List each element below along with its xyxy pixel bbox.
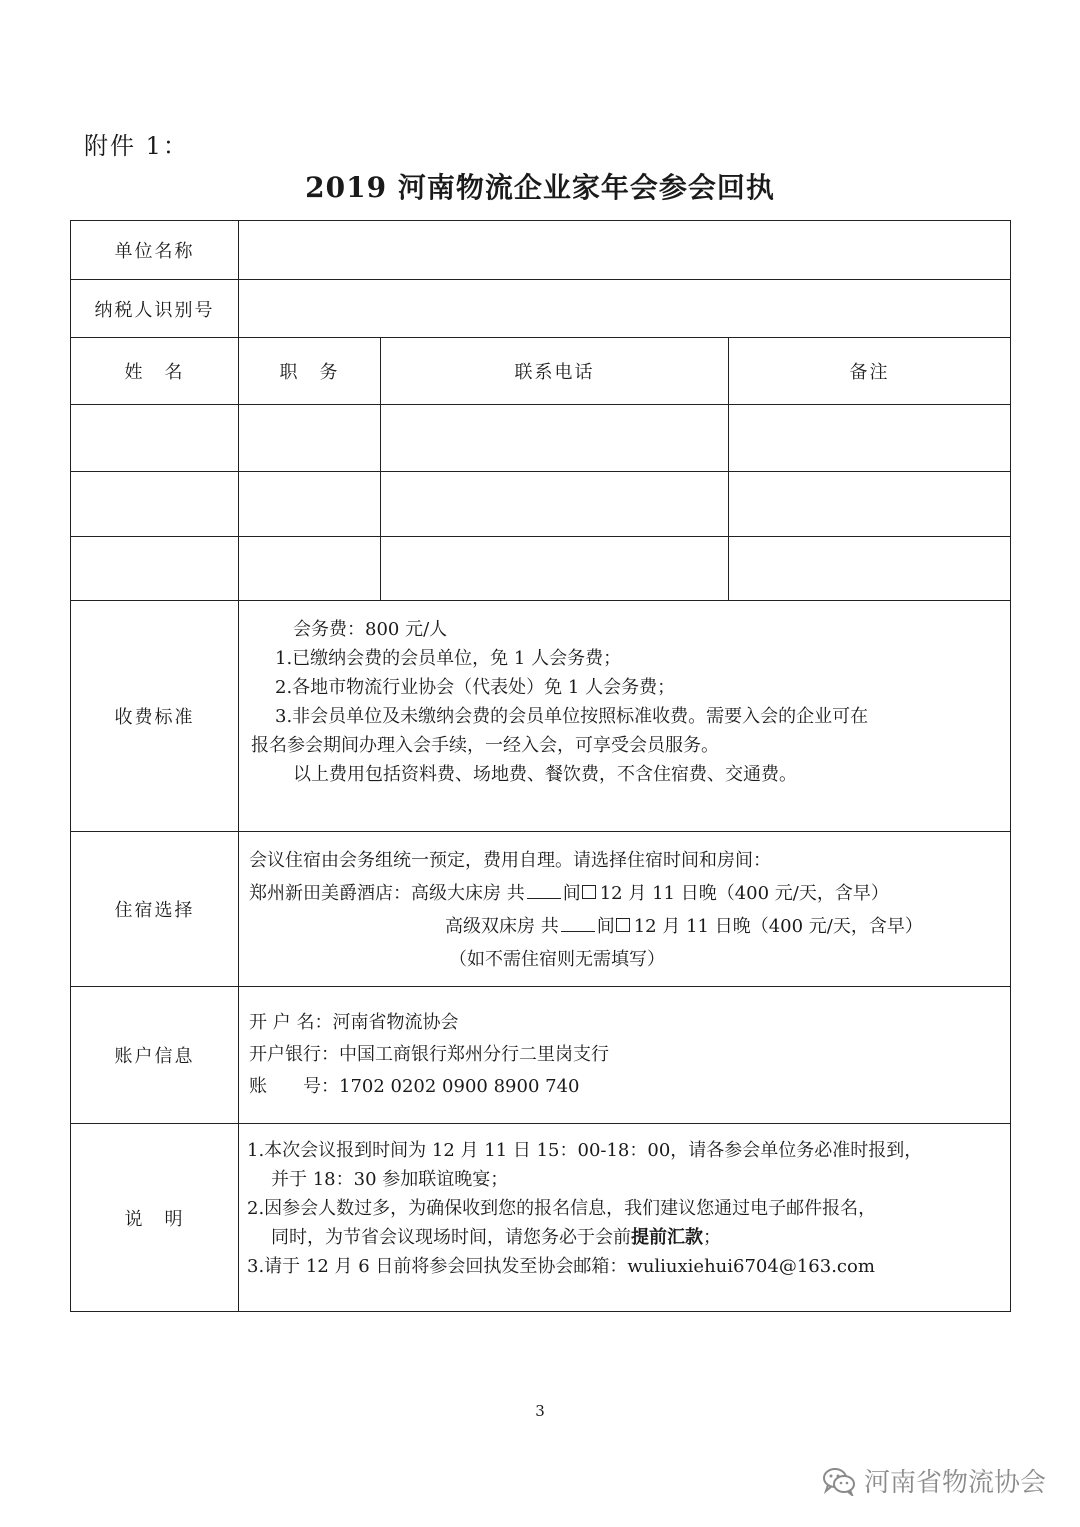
- checkbox[interactable]: [616, 918, 630, 932]
- notes-content: [239, 1124, 1011, 1312]
- column-header-phone: 联系电话: [381, 338, 729, 405]
- lodging-intro: 会议住宿由会务组统一预定，费用自理。请选择住宿时间和房间：: [249, 850, 771, 871]
- checkbox[interactable]: [582, 885, 596, 899]
- unit-name-row: [71, 221, 1011, 280]
- lodging-label: 住宿选择: [71, 832, 239, 987]
- note-line: 3.请于 12 月 6 日前将参会回执发至协会邮箱：wuliuxiehui6704@163.com: [247, 1256, 875, 1277]
- wechat-watermark: [822, 1462, 1046, 1499]
- fee-line: 1.已缴纳会费的会员单位，免 1 人会务费；: [275, 648, 622, 669]
- account-number: 1702 0202 0900 8900 740: [339, 1076, 580, 1097]
- taxpayer-id-row: [71, 280, 1011, 338]
- unit-name-field[interactable]: [239, 221, 1011, 280]
- attendee-phone-cell[interactable]: [381, 405, 729, 472]
- fee-label: 收费标准: [71, 601, 239, 832]
- attendee-name-cell[interactable]: [71, 472, 239, 537]
- attendee-phone-cell[interactable]: [381, 537, 729, 601]
- fee-line: 2.各地市物流行业协会（代表处）免 1 人会务费；: [275, 677, 676, 698]
- lodging-row: [71, 832, 1011, 987]
- taxpayer-id-label: 纳税人识别号: [71, 280, 239, 338]
- notes-label: 说 明: [71, 1124, 239, 1312]
- attendee-position-cell[interactable]: [239, 472, 381, 537]
- fee-content: [239, 601, 1011, 832]
- attendee-row: [71, 405, 1011, 472]
- attendee-row: [71, 537, 1011, 601]
- lodging-content: [239, 832, 1011, 987]
- page-title: 2019 河南物流企业家年会参会回执: [305, 171, 775, 204]
- attendee-remarks-cell[interactable]: [729, 405, 1011, 472]
- room-count-blank[interactable]: [527, 880, 561, 899]
- column-header-position: 职 务: [239, 338, 381, 405]
- attachment-label: 附件 1：: [84, 132, 189, 160]
- watermark-text: 河南省物流协会: [863, 1468, 1046, 1498]
- note-line: 同时，为节省会议现场时间，请您务必于会前提前汇款；: [271, 1227, 721, 1248]
- lodging-option-twin: 高级双床房 共 间 12 月 11 日晚（400 元/天，含早）: [249, 910, 1000, 943]
- attendee-name-cell[interactable]: [71, 405, 239, 472]
- note-line: 1.本次会议报到时间为 12 月 11 日 15：00-18：00，请各参会单位务必准时报到，: [247, 1140, 923, 1161]
- fee-row: [71, 601, 1011, 832]
- fee-line: 会务费：800 元/人: [293, 619, 448, 640]
- registration-form-table: [70, 220, 1011, 1312]
- notes-row: [71, 1124, 1011, 1312]
- attendee-remarks-cell[interactable]: [729, 537, 1011, 601]
- account-content: [239, 987, 1011, 1124]
- taxpayer-id-field[interactable]: [239, 280, 1011, 338]
- wechat-icon: [822, 1466, 856, 1496]
- room-count-blank[interactable]: [561, 913, 595, 932]
- advance-payment-emphasis: 提前汇款: [631, 1227, 703, 1248]
- lodging-option-king: 郑州新田美爵酒店：高级大床房 共 间 12 月 11 日晚（400 元/天，含早）: [249, 877, 1000, 910]
- page-number: 3: [535, 1402, 545, 1420]
- column-header-remarks: 备注: [729, 338, 1011, 405]
- attendee-phone-cell[interactable]: [381, 472, 729, 537]
- account-label: 账户信息: [71, 987, 239, 1124]
- fee-line: 3.非会员单位及未缴纳会费的会员单位按照标准收费。需要入会的企业可在: [275, 706, 869, 727]
- attendee-row: [71, 472, 1011, 537]
- account-bank: 开户银行：中国工商银行郑州分行二里岗支行: [249, 1044, 609, 1065]
- account-row: [71, 987, 1011, 1124]
- note-line: 2.因参会人数过多，为确保收到您的报名信息，我们建议您通过电子邮件报名，: [247, 1198, 877, 1219]
- fee-line: 报名参会期间办理入会手续，一经入会，可享受会员服务。: [251, 735, 719, 756]
- attendee-position-cell[interactable]: [239, 405, 381, 472]
- hotel-name: 郑州新田美爵酒店：: [249, 883, 411, 904]
- attendee-remarks-cell[interactable]: [729, 472, 1011, 537]
- attendee-position-cell[interactable]: [239, 537, 381, 601]
- attendee-header-row: [71, 338, 1011, 405]
- account-name: 开 户 名：河南省物流协会: [249, 1012, 459, 1033]
- unit-name-label: 单位名称: [71, 221, 239, 280]
- account-number-line: 账 号：1702 0202 0900 8900 740: [249, 1076, 580, 1097]
- fee-line: 以上费用包括资料费、场地费、餐饮费，不含住宿费、交通费。: [293, 764, 797, 785]
- note-line: 并于 18：30 参加联谊晚宴；: [271, 1169, 509, 1190]
- attendee-name-cell[interactable]: [71, 537, 239, 601]
- lodging-note: （如不需住宿则无需填写）: [449, 949, 665, 970]
- column-header-name: 姓 名: [71, 338, 239, 405]
